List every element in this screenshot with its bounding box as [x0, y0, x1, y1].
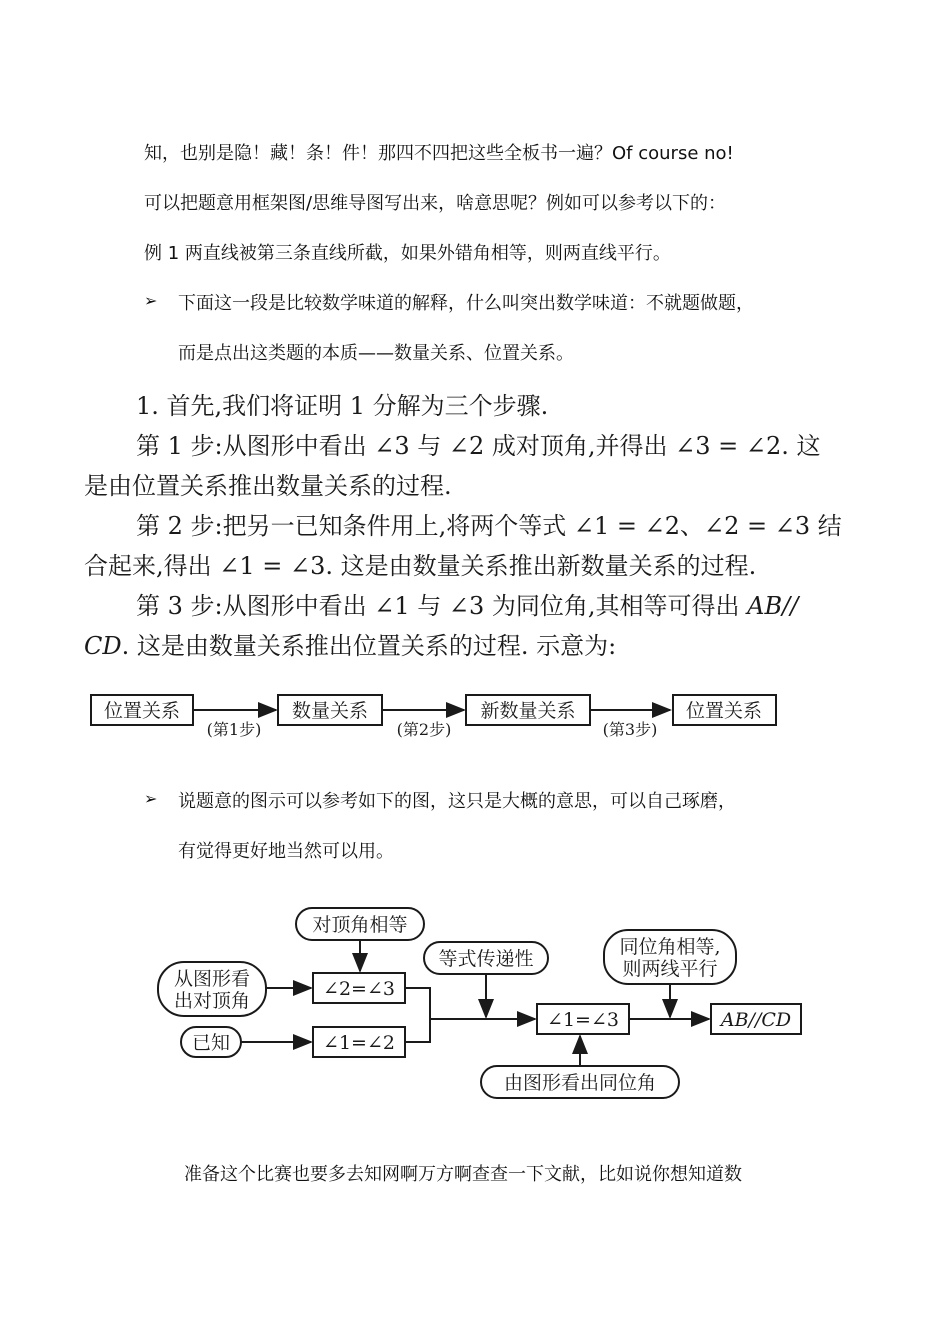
node-known-label: 已知 [191, 1032, 231, 1054]
paragraph-1: 知，也别是隐！藏！条！件！那四不四把这些全板书一遍？Of course no! [144, 143, 734, 164]
flow1-box-new-quantity-label: 新数量关系 [480, 700, 576, 722]
node-from-figure-corresponding-label: 由图形看出同位角 [503, 1072, 657, 1094]
scan-line-6-text: 第 3 步:从图形中看出 ∠1 与 ∠3 为同位角,其相等可得出 [136, 592, 748, 620]
node-ab-parallel-cd-label: AB//CD [720, 1009, 792, 1031]
scan-line-1: 1. 首先,我们将证明 1 分解为三个步骤. [136, 392, 549, 420]
scan-line-5: 合起来,得出 ∠1 = ∠3. 这是由数量关系推出新数量关系的过程. [84, 552, 757, 580]
node-corresponding-angles-label-1: 同位角相等, [619, 936, 721, 958]
scan-line-4: 第 2 步:把另一已知条件用上,将两个等式 ∠1 = ∠2、∠2 = ∠3 结 [136, 512, 842, 540]
node-from-figure-vertical-label-2: 出对顶角 [173, 990, 251, 1012]
scan-line-6 [136, 586, 798, 621]
bullet-arrow-icon: ➢ [144, 291, 158, 310]
paragraph-3: 例 1 两直线被第三条直线所截，如果外错角相等，则两直线平行。 [144, 243, 671, 264]
scan-line-2: 第 1 步:从图形中看出 ∠3 与 ∠2 成对顶角,并得出 ∠3 = ∠2. 这 [136, 432, 821, 460]
flow1-step-1-label: (第1步) [206, 720, 262, 739]
bullet-1-line-2: 而是点出这类题的本质——数量关系、位置关系。 [178, 343, 574, 364]
node-transitivity-label: 等式传递性 [438, 948, 534, 970]
flow1-box-quantity-label: 数量关系 [291, 700, 369, 722]
flow1-step-3-label: (第3步) [602, 720, 658, 739]
scan-line-7-text: . 这是由数量关系推出位置关系的过程. 示意为: [121, 632, 617, 660]
edge-merge-bracket [405, 988, 430, 1042]
flow1-box-position-2-label: 位置关系 [685, 700, 763, 722]
bullet-2-line-2: 有觉得更好地当然可以用。 [178, 841, 394, 862]
node-from-figure-vertical-label-1: 从图形看 [173, 968, 251, 990]
bullet-arrow-icon: ➢ [144, 789, 158, 808]
scan-line-7-math: CD [84, 632, 122, 660]
node-angle1-eq-angle2-label: ∠1=∠2 [323, 1032, 395, 1054]
flow-diagram-reasoning [0, 900, 950, 1110]
bullet-2-line-1: 说题意的图示可以参考如下的图，这只是大概的意思，可以自己琢磨， [178, 791, 736, 812]
paragraph-last: 准备这个比赛也要多去知网啊万方啊查查一下文献，比如说你想知道数 [184, 1164, 742, 1185]
flow1-box-position-1-label: 位置关系 [103, 700, 181, 722]
scan-line-7 [84, 626, 616, 661]
node-angle1-eq-angle3-label: ∠1=∠3 [547, 1009, 619, 1031]
scan-line-6-math: AB// [747, 592, 799, 620]
scan-line-3: 是由位置关系推出数量关系的过程. [84, 472, 452, 500]
node-angle2-eq-angle3-label: ∠2=∠3 [323, 978, 395, 1000]
flow-diagram-steps [0, 690, 950, 750]
bullet-1-line-1: 下面这一段是比较数学味道的解释，什么叫突出数学味道：不就题做题， [178, 293, 754, 314]
flow1-step-2-label: (第2步) [396, 720, 452, 739]
node-vertical-angles-equal-label: 对顶角相等 [312, 914, 408, 936]
node-corresponding-angles-label-2: 则两线平行 [622, 958, 718, 980]
paragraph-2: 可以把题意用框架图/思维导图写出来，啥意思呢？例如可以参考以下的： [144, 193, 727, 214]
